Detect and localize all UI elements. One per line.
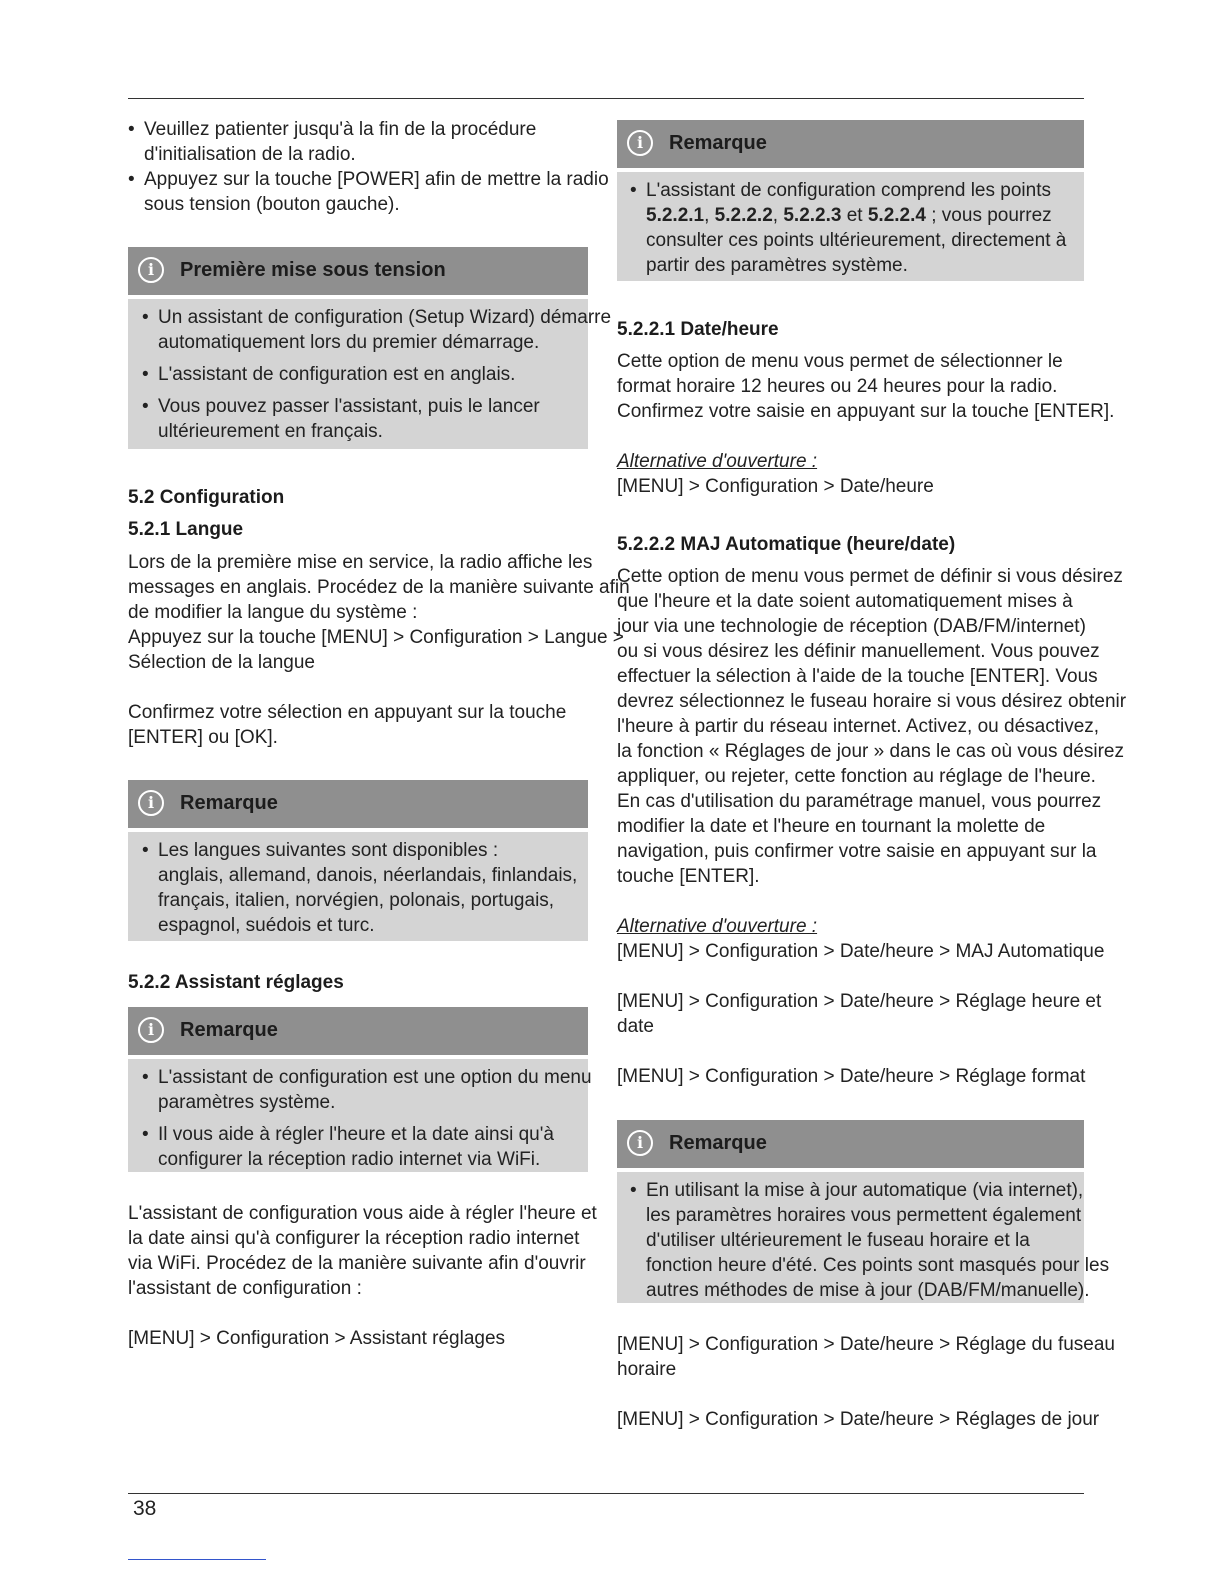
paragraph-line: effectuer la sélection à l'aide de la touche [ENTER]. Vous: [617, 666, 1098, 687]
page-number: 38: [133, 1497, 157, 1520]
heading-5-2-2-1: 5.2.2.1 Date/heure: [617, 319, 779, 340]
note-header-languages: [128, 780, 588, 828]
info-icon: i: [138, 790, 164, 816]
menu-path-cont: horaire: [617, 1359, 677, 1380]
paragraph-line: Sélection de la langue: [128, 652, 315, 673]
note-bullet: • L'assistant de configuration est une option du menu: [158, 1065, 592, 1090]
ref-5-2-2-2: 5.2.2.2: [714, 205, 773, 226]
bottom-rule: [128, 1493, 1084, 1494]
note-bullet-cont: paramètres système.: [158, 1092, 336, 1113]
paragraph-line: l'assistant de configuration :: [128, 1278, 362, 1299]
menu-path-cont: date: [617, 1016, 654, 1037]
ref-5-2-2-4: 5.2.2.4: [867, 205, 926, 226]
note-body-assistant: [128, 1059, 592, 1172]
info-icon: i: [627, 130, 653, 156]
intro-bullet: • Veuillez patienter jusqu'à la fin de la procédure: [144, 117, 536, 142]
note-bullet-cont: les paramètres horaires vous permettent également: [646, 1205, 1082, 1226]
paragraph-line: Appuyez sur la touche [MENU] > Configuration > Langue >: [128, 627, 624, 648]
ref-5-2-2-1: 5.2.2.1: [646, 205, 705, 226]
paragraph-line: En cas d'utilisation du paramétrage manuel, vous pourrez: [617, 791, 1102, 812]
paragraph-line: Confirmez votre sélection en appuyant sur la touche: [128, 702, 567, 723]
note-body-languages: [128, 832, 588, 941]
top-rule: [128, 98, 1084, 99]
note-title: Remarque: [669, 1132, 767, 1154]
note-bullet-cont: partir des paramètres système.: [646, 255, 908, 276]
paragraph-line: ou si vous désirez les définir manuellement. Vous pouvez: [617, 641, 1100, 662]
heading-5-2-2-2: 5.2.2.2 MAJ Automatique (heure/date): [617, 534, 956, 555]
note-title: Remarque: [180, 792, 278, 814]
note-bullet: • L'assistant de configuration est en anglais.: [158, 362, 515, 387]
note-bullet-cont: français, italien, norvégien, polonais, portugais,: [158, 890, 555, 911]
note-bullet: • L'assistant de configuration comprend les points: [646, 178, 1051, 203]
menu-path: [MENU] > Configuration > Assistant réglages: [128, 1328, 506, 1349]
paragraph-line: devrez sélectionnez le fuseau horaire si vous désirez obtenir: [617, 691, 1127, 712]
menu-path: [MENU] > Configuration > Date/heure > Réglages de jour: [617, 1409, 1100, 1430]
heading-5-2-2: 5.2.2 Assistant réglages: [128, 972, 344, 993]
paragraph-line: Confirmez votre saisie en appuyant sur la touche [ENTER].: [617, 401, 1115, 422]
note-header-auto-update: [617, 1120, 1084, 1168]
note-bullet: • Un assistant de configuration (Setup Wizard) démarre: [158, 305, 611, 330]
menu-path: [MENU] > Configuration > Date/heure > Réglage du fuseau: [617, 1334, 1115, 1355]
menu-path: [MENU] > Configuration > Date/heure > MAJ Automatique: [617, 941, 1105, 962]
note-bullet: • En utilisant la mise à jour automatique (via internet),: [646, 1178, 1083, 1203]
ref-5-2-2-3: 5.2.2.3: [783, 205, 842, 226]
heading-5-2: 5.2 Configuration: [128, 487, 285, 508]
paragraph-line: messages en anglais. Procédez de la manière suivante afin: [128, 577, 630, 598]
paragraph-line: que l'heure et la date soient automatiquement mises à: [617, 591, 1073, 612]
intro-bullet-cont: d'initialisation de la radio.: [144, 144, 356, 165]
intro-bullet: • Appuyez sur la touche [POWER] afin de mettre la radio: [144, 167, 609, 192]
paragraph-line: format horaire 12 heures ou 24 heures pour la radio.: [617, 376, 1058, 397]
paragraph-line: la fonction « Réglages de jour » dans le cas où vous désirez: [617, 741, 1124, 762]
intro-bullet-cont: sous tension (bouton gauche).: [144, 194, 400, 215]
sep: ,: [772, 205, 784, 226]
note-title: Remarque: [180, 1019, 278, 1041]
note-bullet-cont: automatiquement lors du premier démarrage.: [158, 332, 540, 353]
note-header-first-power-on: [128, 247, 588, 295]
note-bullet-cont: consulter ces points ultérieurement, directement à: [646, 230, 1067, 251]
note-bullet-cont: configurer la réception radio internet via WiFi.: [158, 1149, 541, 1170]
alt-label: Alternative d'ouverture :: [617, 451, 818, 472]
note-bullet-cont: ultérieurement en français.: [158, 421, 383, 442]
sep: ; vous pourrez: [925, 205, 1052, 226]
paragraph-line: [ENTER] ou [OK].: [128, 727, 278, 748]
note-bullet-cont: fonction heure d'été. Ces points sont masqués pour les: [646, 1255, 1110, 1276]
paragraph-line: touche [ENTER].: [617, 866, 760, 887]
sep: et: [841, 205, 868, 226]
note-bullet-cont: espagnol, suédois et turc.: [158, 915, 375, 936]
paragraph-line: l'heure à partir du réseau internet. Activez, ou désactivez,: [617, 716, 1100, 737]
menu-path: [MENU] > Configuration > Date/heure > Réglage format: [617, 1066, 1086, 1087]
note-bullet: • Les langues suivantes sont disponibles :: [158, 838, 498, 863]
heading-5-2-1: 5.2.1 Langue: [128, 519, 244, 540]
sep: ,: [704, 205, 715, 226]
menu-path: [MENU] > Configuration > Date/heure: [617, 476, 934, 497]
paragraph-line: via WiFi. Procédez de la manière suivante afin d'ouvrir: [128, 1253, 586, 1274]
paragraph-line: Cette option de menu vous permet de sélectionner le: [617, 351, 1063, 372]
footer-underline: [128, 1559, 266, 1560]
note-title: Remarque: [669, 132, 767, 154]
note-title: Première mise sous tension: [180, 259, 446, 281]
paragraph-line: Lors de la première mise en service, la radio affiche les: [128, 552, 593, 573]
alt-label: Alternative d'ouverture :: [617, 916, 818, 937]
note-body-auto-update: [617, 1172, 1110, 1303]
note-body-first-power-on: [128, 299, 612, 449]
note-bullet: • Vous pouvez passer l'assistant, puis le lancer: [158, 394, 540, 419]
note-body-wizard-points: [617, 172, 1084, 281]
note-bullet: • Il vous aide à régler l'heure et la date ainsi qu'à: [158, 1122, 554, 1147]
paragraph-line: navigation, puis confirmer votre saisie en appuyant sur la: [617, 841, 1097, 862]
info-icon: i: [138, 257, 164, 283]
note-bullet-cont: d'utiliser ultérieurement le fuseau horaire et la: [646, 1230, 1030, 1251]
note-bullet-cont: autres méthodes de mise à jour (DAB/FM/manuelle).: [646, 1280, 1090, 1301]
menu-path: [MENU] > Configuration > Date/heure > Réglage heure et: [617, 991, 1102, 1012]
paragraph-line: jour via une technologie de réception (DAB/FM/internet): [617, 616, 1086, 637]
info-icon: i: [627, 1130, 653, 1156]
paragraph-line: modifier la date et l'heure en tournant la molette de: [617, 816, 1046, 837]
note-header-wizard-points: [617, 120, 1084, 168]
note-bullet-cont: anglais, allemand, danois, néerlandais, finlandais,: [158, 865, 578, 886]
paragraph-line: la date ainsi qu'à configurer la réception radio internet: [128, 1228, 580, 1249]
info-icon: i: [138, 1017, 164, 1043]
paragraph-line: L'assistant de configuration vous aide à régler l'heure et: [128, 1203, 597, 1224]
paragraph-line: de modifier la langue du système :: [128, 602, 418, 623]
note-bullet-cont: [646, 203, 1052, 228]
paragraph-line: appliquer, ou rejeter, cette fonction au réglage de l'heure.: [617, 766, 1096, 787]
paragraph-line: Cette option de menu vous permet de définir si vous désirez: [617, 566, 1123, 587]
note-header-assistant: [128, 1007, 588, 1055]
